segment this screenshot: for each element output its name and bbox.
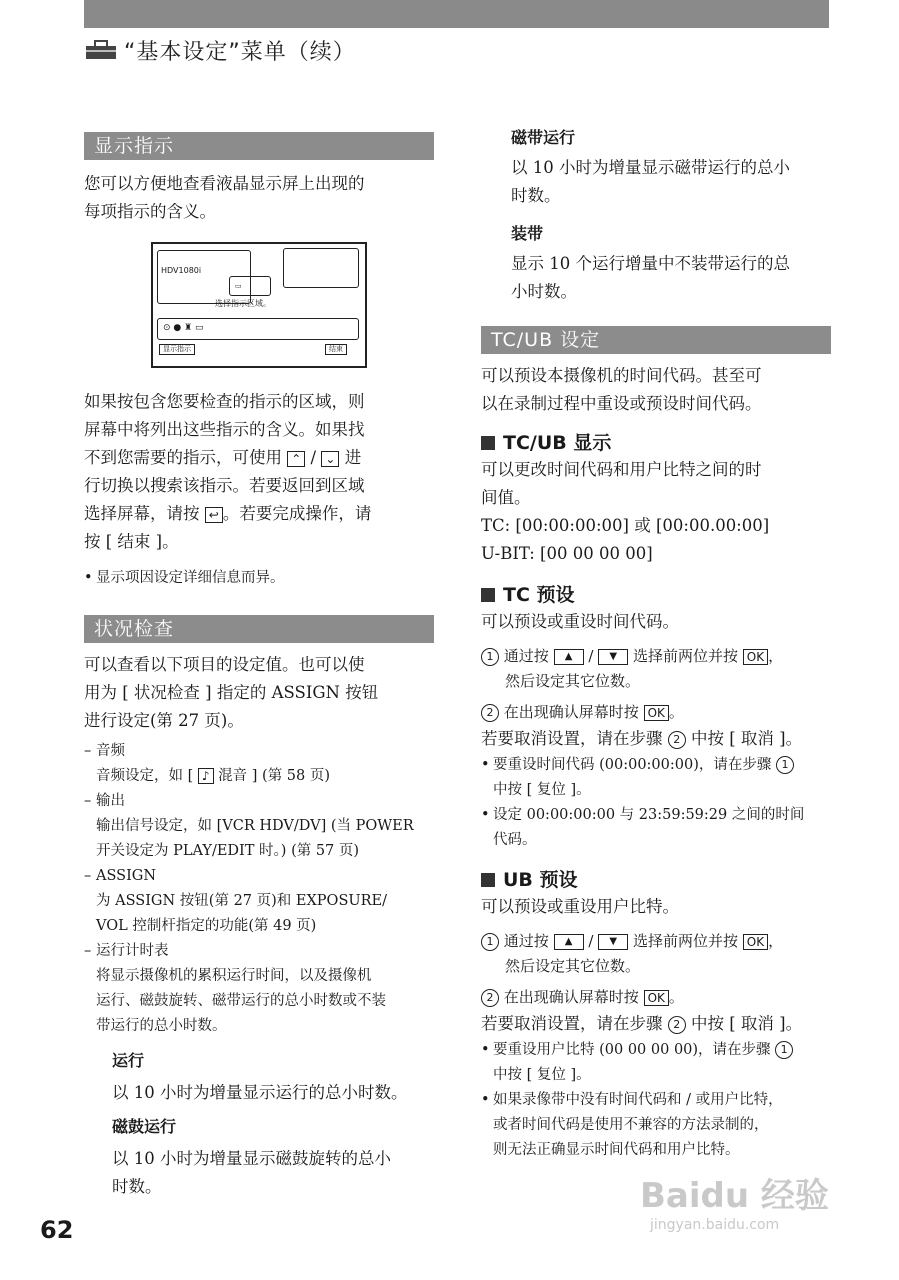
- tape-text-2: 时数。: [511, 186, 561, 205]
- scroll-up-key-icon: ⌃: [287, 451, 305, 467]
- status-item-output-head: – 输出: [84, 793, 125, 809]
- end-button: 结束: [325, 344, 347, 355]
- step-1-icon: 1: [776, 756, 794, 774]
- guide-button: 显示指示: [159, 344, 195, 355]
- status-item-audio-text: 音频设定，如 [ ♪ 混音 ] (第 58 页): [96, 768, 331, 784]
- tcub-intro-2: 以在录制过程中重设或预设时间代码。: [481, 394, 762, 413]
- operation-text: 以 10 小时为增量显示运行的总小时数。: [112, 1083, 408, 1102]
- display-guide-body-4: 行切换以搜索该指示。若要返回到区域: [84, 476, 365, 495]
- display-guide-body-2: 屏幕中将列出这些指示的含义。如果找: [84, 420, 365, 439]
- tcub-intro-1: 可以预设本摄像机的时间代码。甚至可: [481, 366, 762, 385]
- tape-head: 磁带运行: [511, 128, 576, 147]
- square-bullet-icon: [481, 588, 495, 602]
- tc-step-1-cont: 然后设定其它位数。: [505, 672, 641, 690]
- status-item-hour-meter-text-2: 运行、磁鼓旋转、磁带运行的总小时数或不装: [96, 993, 386, 1009]
- page-title: “基本设定”菜单（续）: [124, 39, 356, 65]
- ub-note-1: • 要重设用户比特 (00 00 00 00)，请在步骤 1 中按 [ 复位 ]。: [481, 1038, 831, 1088]
- ub-step-2: 2 在出现确认屏幕时按 OK 。: [481, 985, 831, 1010]
- section-title-display-guide: 显示指示: [84, 132, 434, 160]
- screen-area-top-right: [283, 248, 359, 288]
- status-item-hour-meter-text-3: 带运行的总小时数。: [96, 1018, 227, 1034]
- tc-step-2: 2 在出现确认屏幕时按 OK 。: [481, 700, 831, 725]
- ok-key: OK: [644, 990, 669, 1006]
- display-guide-intro-2: 每项指示的含义。: [84, 202, 216, 221]
- square-bullet-icon: [481, 873, 495, 887]
- down-arrow-key-icon: ▼: [598, 649, 628, 665]
- threading-head: 装带: [511, 224, 544, 243]
- ok-key: OK: [743, 649, 768, 665]
- square-bullet-icon: [481, 436, 495, 450]
- display-guide-intro-1: 您可以方便地查看液晶显示屏上出现的: [84, 174, 365, 193]
- left-column: [84, 132, 434, 1201]
- down-arrow-key-icon: ▼: [598, 934, 628, 950]
- drum-head: 磁鼓运行: [112, 1117, 177, 1136]
- tc-note-1: • 要重设时间代码 (00:00:00:00)，请在步骤 1 中按 [ 复位 ]。: [481, 753, 831, 803]
- tape-block: [481, 126, 831, 306]
- tc-cancel: 若要取消设置，请在步骤 2 中按 [ 取消 ]。: [481, 729, 803, 748]
- tc-preset-intro: 可以预设或重设时间代码。: [481, 612, 679, 631]
- display-guide-body-5: 选择屏幕，请按 ↩ 。若要完成操作，请: [84, 504, 372, 523]
- status-item-hour-meter-head: – 运行计时表: [84, 943, 169, 959]
- up-arrow-key-icon: ▲: [554, 934, 584, 950]
- status-icons: ⊙ ● ♜ ▭: [163, 323, 204, 333]
- threading-text-1: 显示 10 个运行增量中不装带运行的总: [511, 254, 790, 273]
- toolbox-icon: [84, 39, 118, 61]
- watermark-main: Baidu 经验: [640, 1176, 829, 1216]
- tc-note-2: • 设定 00:00:00:00 与 23:59:59:29 之间的时间 代码。: [481, 807, 805, 848]
- step-1-icon: 1: [775, 1041, 793, 1059]
- tcub-display-text-2: 间值。: [481, 488, 531, 507]
- status-item-hour-meter-text-1: 将显示摄像机的累积运行时间，以及摄像机: [96, 968, 372, 984]
- step-2-icon: 2: [668, 731, 686, 749]
- screen-prompt: 选择指示区域。: [215, 299, 271, 308]
- ub-preset-heading: UB 预设: [481, 867, 831, 893]
- tc-step-1: 1 通过按 ▲ / ▼ 选择前两位并按 OK ，: [481, 644, 831, 669]
- right-column: [481, 126, 831, 1163]
- step-1-icon: 1: [481, 933, 499, 951]
- step-1-icon: 1: [481, 648, 499, 666]
- status-item-assign-head: – ASSIGN: [84, 868, 157, 884]
- ub-preset-intro: 可以预设或重设用户比特。: [481, 897, 679, 916]
- tape-icon: ▭: [235, 282, 242, 290]
- drum-text-2: 时数。: [112, 1177, 162, 1196]
- operation-head: 运行: [112, 1051, 145, 1070]
- display-guide-note: • 显示项因设定详细信息而异。: [84, 570, 285, 586]
- baidu-watermark: [640, 1168, 829, 1233]
- scroll-down-key-icon: ⌄: [321, 451, 339, 467]
- display-guide-body-6: 按 [ 结束 ]。: [84, 532, 179, 551]
- status-item-assign-text-1: 为 ASSIGN 按钮(第 27 页)和 EXPOSURE/: [96, 893, 387, 909]
- tape-text-1: 以 10 小时为增量显示磁带运行的总小: [511, 158, 790, 177]
- status-item-output-text-2: 开关设定为 PLAY/EDIT 时。) (第 57 页): [96, 843, 360, 859]
- step-2-icon: 2: [481, 989, 499, 1007]
- ub-cancel: 若要取消设置，请在步骤 2 中按 [ 取消 ]。: [481, 1014, 803, 1033]
- up-arrow-key-icon: ▲: [554, 649, 584, 665]
- status-check-intro-2: 用为 [ 状况检查 ] 指定的 ASSIGN 按钮: [84, 683, 379, 702]
- step-2-icon: 2: [668, 1016, 686, 1034]
- status-item-assign-text-2: VOL 控制杆指定的功能(第 49 页): [96, 918, 317, 934]
- ub-step-1: 1 通过按 ▲ / ▼ 选择前两位并按 OK ，: [481, 929, 831, 954]
- status-check-intro-1: 可以查看以下项目的设定值。也可以使: [84, 655, 365, 674]
- audio-mix-icon: ♪: [198, 768, 214, 784]
- watermark-sub: jingyan.baidu.com: [650, 1217, 780, 1233]
- operation-block: [84, 1049, 434, 1201]
- tcub-display-text-1: 可以更改时间代码和用户比特之间的时: [481, 460, 762, 479]
- ok-key: OK: [743, 934, 768, 950]
- hdv-label: HDV1080i: [161, 266, 202, 275]
- tc-preset-heading: TC 预设: [481, 582, 831, 608]
- threading-text-2: 小时数。: [511, 282, 577, 301]
- status-item-audio-head: – 音频: [84, 743, 125, 759]
- ub-step-1-cont: 然后设定其它位数。: [505, 957, 641, 975]
- page-number: 62: [40, 1216, 74, 1244]
- section-title-status-check: 状况检查: [84, 615, 434, 643]
- section-title-tcub: TC/UB 设定: [481, 326, 831, 354]
- ub-note-2: • 如果录像带中没有时间代码和 / 或用户比特， 或者时间代码是使用不兼容的方法录制的， 则无法正确显示时间代码和用户比特。: [481, 1092, 783, 1158]
- return-key-icon: ↩: [205, 507, 223, 523]
- tc-value: TC: [00:00:00:00] 或 [00:00.00:00]: [481, 516, 770, 535]
- ok-key: OK: [644, 705, 669, 721]
- lcd-screen-illustration: [151, 242, 367, 368]
- status-check-intro-3: 进行设定(第 27 页)。: [84, 711, 244, 730]
- display-guide-body-1: 如果按包含您要检查的指示的区域，则: [84, 392, 365, 411]
- step-2-icon: 2: [481, 704, 499, 722]
- display-guide-body-3: 不到您需要的指示，可使用 ⌃ / ⌄ 进: [84, 448, 362, 467]
- drum-text-1: 以 10 小时为增量显示磁鼓旋转的总小: [112, 1149, 391, 1168]
- page-header: [84, 34, 356, 66]
- status-item-output-text-1: 输出信号设定，如 [VCR HDV/DV] (当 POWER: [96, 818, 414, 834]
- ubit-value: U-BIT: [00 00 00 00]: [481, 544, 653, 563]
- top-bar: [84, 0, 829, 28]
- tcub-display-heading: TC/UB 显示: [481, 430, 831, 456]
